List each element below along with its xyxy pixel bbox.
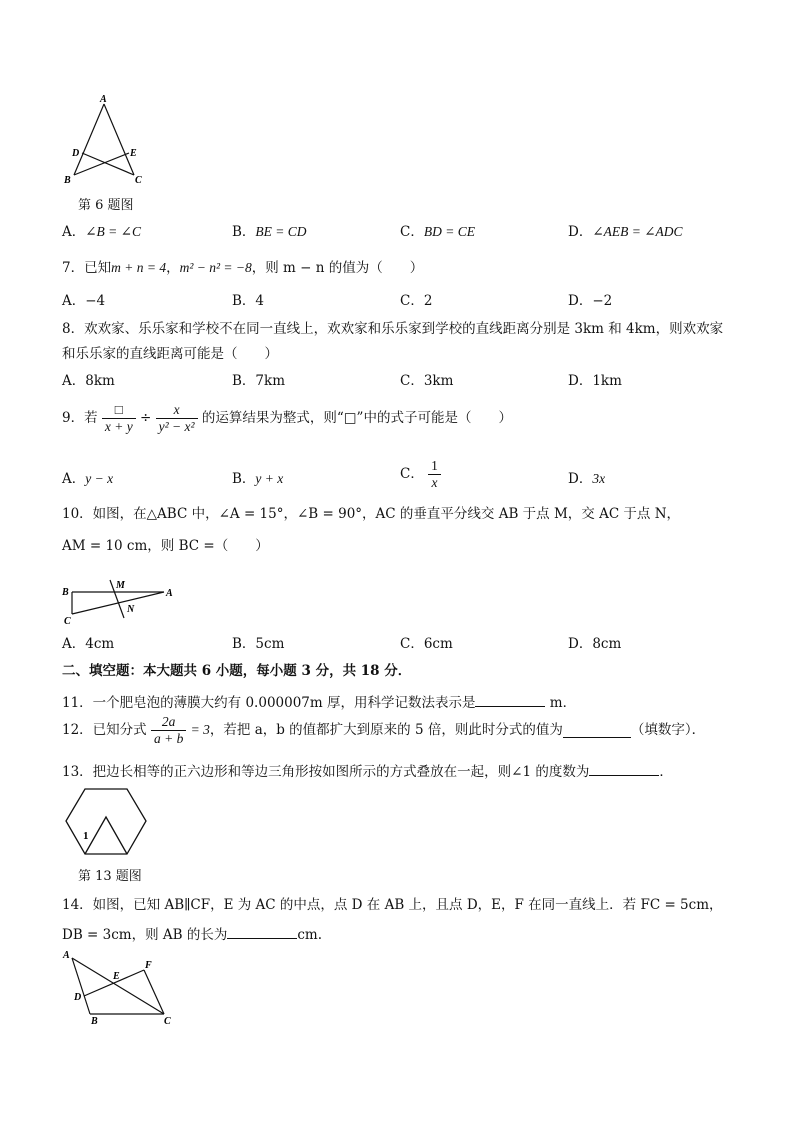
q7-comma: ， <box>166 260 180 276</box>
q9-option-a[interactable] <box>62 471 113 487</box>
option-letter: A． <box>62 636 86 652</box>
option-letter: B． <box>232 373 256 389</box>
q9-option-d[interactable] <box>568 471 605 487</box>
option-text: 2 <box>423 293 433 309</box>
figure-q10 <box>58 574 188 630</box>
q7-option-d[interactable] <box>568 293 612 309</box>
q8-option-b[interactable] <box>232 373 285 389</box>
option-text: 4cm <box>85 636 115 652</box>
option-text: BD = CE <box>423 224 475 239</box>
figure-q6 <box>60 92 155 187</box>
option-letter: A． <box>62 224 86 240</box>
q12-fraction <box>151 714 186 746</box>
q13-text: 13．把边长相等的正六边形和等边三角形按如图所示的方式叠放在一起，则∠1 的度数为 <box>62 764 590 780</box>
q9-divide-sign: ÷ <box>140 409 152 426</box>
section-2-heading: 二、填空题：本大题共 6 小题，每小题 3 分，共 18 分． <box>62 663 412 679</box>
option-letter: D． <box>568 293 593 309</box>
fraction-numerator: 2a <box>151 714 186 731</box>
q14-prefix: DB = 3cm，则 AB 的长为 <box>62 927 228 943</box>
q12-prefix: 12．已知分式 <box>62 721 147 738</box>
label-A: A <box>63 950 70 961</box>
q12-stem <box>62 714 705 746</box>
q10-option-b[interactable] <box>232 636 284 652</box>
option-letter: D． <box>568 636 593 652</box>
q10-option-d[interactable] <box>568 636 621 652</box>
option-letter: B． <box>232 224 256 240</box>
q9-option-c[interactable] <box>400 458 441 490</box>
q14-stem-line1: 14．如图，已知 AB∥CF，E 为 AC 的中点，点 D 在 AB 上，且点 D，E，F 在同一直线上．若 FC = 5cm， <box>62 897 723 913</box>
q12-mid-text: ，若把 a，b 的值都扩大到原来的 5 倍，则此时分式的值为 <box>209 721 563 738</box>
option-letter: B． <box>232 636 256 652</box>
q7-suffix: ，则 m − n 的值为（ ） <box>251 260 424 276</box>
option-letter: A． <box>62 471 86 487</box>
fraction-numerator: □ <box>102 402 136 419</box>
q7-prefix: 7．已知 <box>62 260 112 276</box>
figure-q14-diagram <box>60 946 185 1026</box>
q12-suffix: （填数字）． <box>630 721 706 738</box>
q13-answer-blank[interactable] <box>589 761 659 776</box>
q9-suffix: 的运算结果为整式，则“□”中的式子可能是（ ） <box>201 409 512 426</box>
option-letter: A． <box>62 373 86 389</box>
option-letter: A． <box>62 293 86 309</box>
figure-q10-diagram <box>58 574 188 630</box>
option-letter: C． <box>400 465 424 482</box>
option-letter: C． <box>400 224 424 240</box>
option-letter: C． <box>400 636 424 652</box>
q14-stem-line2 <box>62 924 322 943</box>
fraction-denominator: x <box>431 474 438 490</box>
fraction-numerator: 1 <box>428 458 441 475</box>
angle-1-label: 1 <box>83 830 89 842</box>
fraction-denominator: a + b <box>153 730 184 746</box>
q7-condition-1: m + n = 4 <box>111 260 167 275</box>
figure-q6-caption: 第 6 题图 <box>78 198 134 213</box>
q11-suffix: m． <box>545 695 577 711</box>
option-text: 4 <box>255 293 265 309</box>
option-text: y + x <box>255 471 284 486</box>
q9-prefix: 9．若 <box>62 409 98 426</box>
option-text: −2 <box>592 293 613 309</box>
q14-suffix: cm. <box>297 927 322 943</box>
q6-option-d[interactable] <box>568 224 683 240</box>
option-letter: C． <box>400 293 424 309</box>
option-letter: D． <box>568 224 593 240</box>
q9-stem <box>62 402 512 434</box>
q7-option-b[interactable] <box>232 293 264 309</box>
option-letter: B． <box>232 471 256 487</box>
label-D: D <box>72 148 80 159</box>
figure-q13-caption: 第 13 题图 <box>78 869 142 884</box>
q10-stem-line1: 10．如图，在△ABC 中，∠A = 15°，∠B = 90°，AC 的垂直平分线交 AB 于点 M，交 AC 于点 N， <box>62 506 681 522</box>
q10-option-a[interactable] <box>62 636 114 652</box>
q6-option-b[interactable] <box>232 224 307 240</box>
q13-suffix: ． <box>659 764 673 780</box>
label-B: B <box>91 1016 98 1026</box>
label-C: C <box>64 616 71 627</box>
q11-stem <box>62 692 576 711</box>
figure-q13-diagram <box>60 784 152 864</box>
label-B: B <box>62 587 69 598</box>
q6-option-a[interactable] <box>62 224 141 240</box>
option-letter: C． <box>400 373 424 389</box>
q7-option-a[interactable] <box>62 293 105 309</box>
option-text: 5cm <box>255 636 285 652</box>
figure-q13 <box>60 784 152 864</box>
label-D: D <box>74 992 82 1003</box>
q8-option-a[interactable] <box>62 373 115 389</box>
figure-q6-diagram <box>60 92 155 187</box>
option-text: 8cm <box>592 636 622 652</box>
fraction-denominator: x + y <box>104 418 133 434</box>
option-fraction <box>428 458 441 490</box>
q9-fraction-2 <box>156 402 198 434</box>
label-F: F <box>145 960 152 971</box>
option-letter: B． <box>232 293 256 309</box>
label-B: B <box>64 175 71 186</box>
option-letter: D． <box>568 373 593 389</box>
q9-option-b[interactable] <box>232 471 283 487</box>
q12-answer-blank[interactable] <box>563 723 631 738</box>
option-text: ∠B = ∠C <box>85 224 141 239</box>
label-M: M <box>116 580 125 591</box>
q8-stem-line2: 和乐乐家的直线距离可能是（ ） <box>62 346 278 362</box>
q14-answer-blank[interactable] <box>227 924 297 939</box>
option-text: 3km <box>423 373 454 389</box>
q12-equals: = 3 <box>190 721 210 737</box>
option-text: BE = CD <box>255 224 307 239</box>
label-N: N <box>127 604 135 615</box>
fraction-denominator: y² − x² <box>158 418 195 434</box>
q7-stem <box>62 260 423 276</box>
q10-option-c[interactable] <box>400 636 453 652</box>
q11-prefix: 11．一个肥皂泡的薄膜大约有 0.000007m 厚，用科学记数法表示是 <box>62 695 476 711</box>
q9-fraction-1 <box>102 402 136 434</box>
label-C: C <box>135 175 142 186</box>
option-text: −4 <box>85 293 106 309</box>
q7-option-c[interactable] <box>400 293 432 309</box>
label-A: A <box>166 588 173 599</box>
option-text: 3x <box>592 471 606 486</box>
option-text: 8km <box>85 373 115 389</box>
q13-stem <box>62 761 673 780</box>
label-E: E <box>130 148 137 159</box>
q7-condition-2: m² − n² = −8 <box>179 260 252 275</box>
q6-option-c[interactable] <box>400 224 475 240</box>
figure-q14 <box>60 946 185 1026</box>
option-text: 1km <box>592 373 622 389</box>
option-text: 6cm <box>423 636 453 652</box>
q8-option-d[interactable] <box>568 373 622 389</box>
option-text: y − x <box>85 471 114 486</box>
q8-option-c[interactable] <box>400 373 453 389</box>
q10-stem-line2: AM = 10 cm，则 BC =（ ） <box>62 538 269 554</box>
label-A: A <box>100 94 107 105</box>
label-C: C <box>164 1016 171 1026</box>
fraction-numerator: x <box>156 402 198 419</box>
option-text: ∠AEB = ∠ADC <box>592 224 683 239</box>
option-text: 7km <box>255 373 285 389</box>
label-E: E <box>113 971 120 982</box>
q11-answer-blank[interactable] <box>475 692 545 707</box>
q8-stem-line1: 8．欢欢家、乐乐家和学校不在同一直线上，欢欢家和乐乐家到学校的直线距离分别是 3km 和 4km，则欢欢家 <box>62 321 724 337</box>
option-letter: D． <box>568 471 593 487</box>
